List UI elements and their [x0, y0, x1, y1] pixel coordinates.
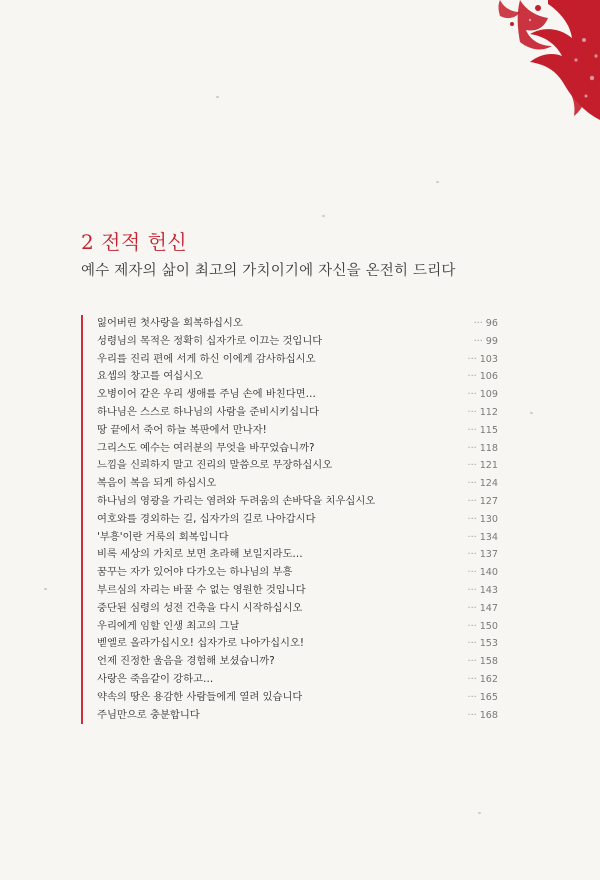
toc-page-number: 109: [479, 389, 498, 401]
toc-page-number: 96: [485, 318, 498, 329]
toc-entry-page: [468, 457, 498, 475]
toc-entry[interactable]: [83, 600, 498, 618]
table-of-contents: [81, 315, 498, 724]
toc-entry[interactable]: [83, 707, 498, 725]
toc-entry-page: [468, 475, 498, 493]
toc-leader: ···: [467, 353, 477, 365]
toc-leader: ···: [467, 620, 477, 632]
toc-page-number: 158: [479, 656, 498, 668]
toc-entry-page: [468, 493, 498, 511]
toc-leader: ···: [467, 638, 477, 650]
toc-entry-title: 우리를 진리 편에 서게 하신 이에게 감사하십시오: [97, 352, 316, 365]
toc-entry-title: 그리스도 예수는 여러분의 무엇을 바꾸었습니까?: [97, 441, 315, 454]
toc-entry-title: 땅 끝에서 죽어 하늘 복판에서 만나자!: [97, 423, 267, 436]
paper-speck: [322, 215, 325, 217]
paper-speck: [530, 412, 533, 414]
toc-entry[interactable]: [83, 582, 498, 600]
toc-page-number: 168: [479, 709, 498, 721]
toc-entry-title: 오병이어 같은 우리 생애를 주님 손에 바친다면…: [97, 388, 316, 401]
toc-entry-title: 하나님은 스스로 하나님의 사람을 준비시키십니다: [97, 405, 319, 418]
toc-entry-title: 중단된 심령의 성전 건축을 다시 시작하십시오: [97, 601, 303, 614]
toc-entry-page: [468, 511, 498, 529]
toc-entry-page: [468, 653, 498, 671]
paper-speck: [216, 96, 219, 98]
toc-entry[interactable]: [83, 475, 498, 493]
toc-entry[interactable]: [83, 368, 498, 386]
toc-entry[interactable]: [83, 457, 498, 475]
toc-leader: ···: [467, 406, 477, 418]
toc-leader: ···: [473, 335, 483, 347]
toc-entry-page: [468, 386, 498, 404]
toc-page-number: 103: [479, 353, 498, 365]
toc-entry-page: [468, 546, 498, 564]
paper-speck: [478, 812, 481, 814]
toc-entry[interactable]: [83, 493, 498, 511]
toc-entry-title: 벧엘로 올라가십시오! 십자가로 나아가십시오!: [97, 637, 305, 650]
toc-page-number: 153: [479, 638, 498, 650]
toc-entry-page: [468, 618, 498, 636]
toc-page-number: 121: [479, 460, 498, 472]
toc-entry[interactable]: [83, 404, 498, 422]
toc-entry[interactable]: [83, 315, 498, 333]
toc-page-number: 162: [479, 673, 498, 685]
toc-entry-page: [468, 707, 498, 725]
paper-speck: [44, 588, 47, 590]
toc-page-number: 140: [479, 567, 498, 579]
toc-page-number: 124: [479, 478, 498, 490]
toc-entry[interactable]: [83, 618, 498, 636]
toc-page-number: 130: [479, 513, 498, 525]
toc-leader: ···: [467, 371, 477, 383]
toc-page-number: 143: [479, 584, 498, 596]
toc-page-number: 118: [479, 442, 498, 454]
toc-entry[interactable]: [83, 529, 498, 547]
toc-entry-title: 부르심의 자리는 바꿀 수 없는 영원한 것입니다: [97, 583, 306, 596]
toc-entry-title: 복음이 복음 되게 하십시오: [97, 477, 217, 490]
toc-entry-title: 요셉의 창고를 여십시오: [97, 370, 204, 383]
toc-entry[interactable]: [83, 689, 498, 707]
toc-entry-title: 하나님의 영광을 가리는 염려와 두려움의 손바닥을 치우십시오: [97, 494, 376, 507]
toc-leader: ···: [467, 495, 477, 507]
toc-entry-title: '부흥'이란 거룩의 회복입니다: [97, 530, 229, 543]
paper-speck: [436, 181, 439, 183]
toc-page-number: 127: [479, 495, 498, 507]
toc-leader: ···: [467, 691, 477, 703]
toc-entry[interactable]: [83, 653, 498, 671]
toc-page-number: 165: [479, 691, 498, 703]
toc-entry-page: [468, 582, 498, 600]
toc-entry[interactable]: [83, 635, 498, 653]
toc-entry[interactable]: [83, 386, 498, 404]
toc-entry-page: [468, 689, 498, 707]
toc-page-number: 99: [485, 335, 498, 347]
toc-entry-page: [468, 368, 498, 386]
toc-entry-title: 우리에게 임할 인생 최고의 그날: [97, 619, 240, 632]
toc-leader: ···: [467, 656, 477, 668]
toc-entry-title: 꿈꾸는 자가 있어야 다가오는 하나님의 부흥: [97, 566, 293, 579]
toc-leader: ···: [467, 424, 477, 436]
toc-leader: ···: [467, 389, 477, 401]
toc-entry-page: [468, 422, 498, 440]
toc-page-number: 106: [479, 371, 498, 383]
toc-entry[interactable]: [83, 671, 498, 689]
toc-entry[interactable]: [83, 511, 498, 529]
toc-entry[interactable]: [83, 546, 498, 564]
toc-entry-title: 언제 진정한 울음을 경험해 보셨습니까?: [97, 655, 275, 668]
toc-leader: ···: [467, 567, 477, 579]
toc-entry-page: [468, 351, 498, 369]
toc-leader: ···: [467, 478, 477, 490]
toc-page-number: 150: [479, 620, 498, 632]
toc-entry[interactable]: [83, 422, 498, 440]
toc-entry[interactable]: [83, 564, 498, 582]
toc-leader: ···: [467, 584, 477, 596]
toc-entry-title: 잃어버린 첫사랑을 회복하십시오: [97, 317, 243, 329]
toc-leader: ···: [467, 709, 477, 721]
toc-leader: ···: [473, 318, 483, 329]
toc-leader: ···: [467, 442, 477, 454]
toc-entry[interactable]: [83, 440, 498, 458]
toc-leader: ···: [467, 460, 477, 472]
toc-entry-page: [468, 529, 498, 547]
toc-entry-page: [468, 564, 498, 582]
toc-entry-page: [468, 635, 498, 653]
toc-leader: ···: [467, 602, 477, 614]
toc-entry-page: [468, 440, 498, 458]
toc-leader: ···: [467, 549, 477, 561]
toc-page-number: 112: [479, 406, 498, 418]
chapter-title: 2 전적 헌신: [81, 230, 188, 254]
toc-leader: ···: [467, 513, 477, 525]
toc-entry-page: [474, 315, 498, 333]
toc-entry-page: [468, 404, 498, 422]
toc-entry-title: 여호와를 경외하는 길, 십자가의 길로 나아갑시다: [97, 512, 316, 525]
toc-entry-title: 사랑은 죽음같이 강하고…: [97, 672, 214, 685]
toc-entry-title: 느낌을 신뢰하지 말고 진리의 말씀으로 무장하십시오: [97, 459, 333, 472]
toc-entry-title: 비록 세상의 가치로 보면 초라해 보일지라도…: [97, 548, 303, 561]
toc-entry[interactable]: [83, 351, 498, 369]
toc-page-number: 134: [479, 531, 498, 543]
toc-page-number: 115: [479, 424, 498, 436]
toc-entry-page: [468, 671, 498, 689]
toc-leader: ···: [467, 531, 477, 543]
toc-page-number: 147: [479, 602, 498, 614]
toc-entry-page: [474, 333, 498, 351]
toc-page-number: 137: [479, 549, 498, 561]
floral-ornament-icon: [460, 0, 600, 120]
toc-entry-title: 성령님의 목적은 정확히 십자가로 이끄는 것입니다: [97, 334, 323, 347]
toc-entry[interactable]: [83, 333, 498, 351]
toc-leader: ···: [467, 673, 477, 685]
toc-entry-page: [468, 600, 498, 618]
toc-entry-title: 약속의 땅은 용감한 사람들에게 열려 있습니다: [97, 690, 303, 703]
chapter-subtitle: 예수 제자의 삶이 최고의 가치이기에 자신을 온전히 드리다: [81, 263, 456, 279]
toc-entry-title: 주님만으로 충분합니다: [97, 708, 200, 721]
